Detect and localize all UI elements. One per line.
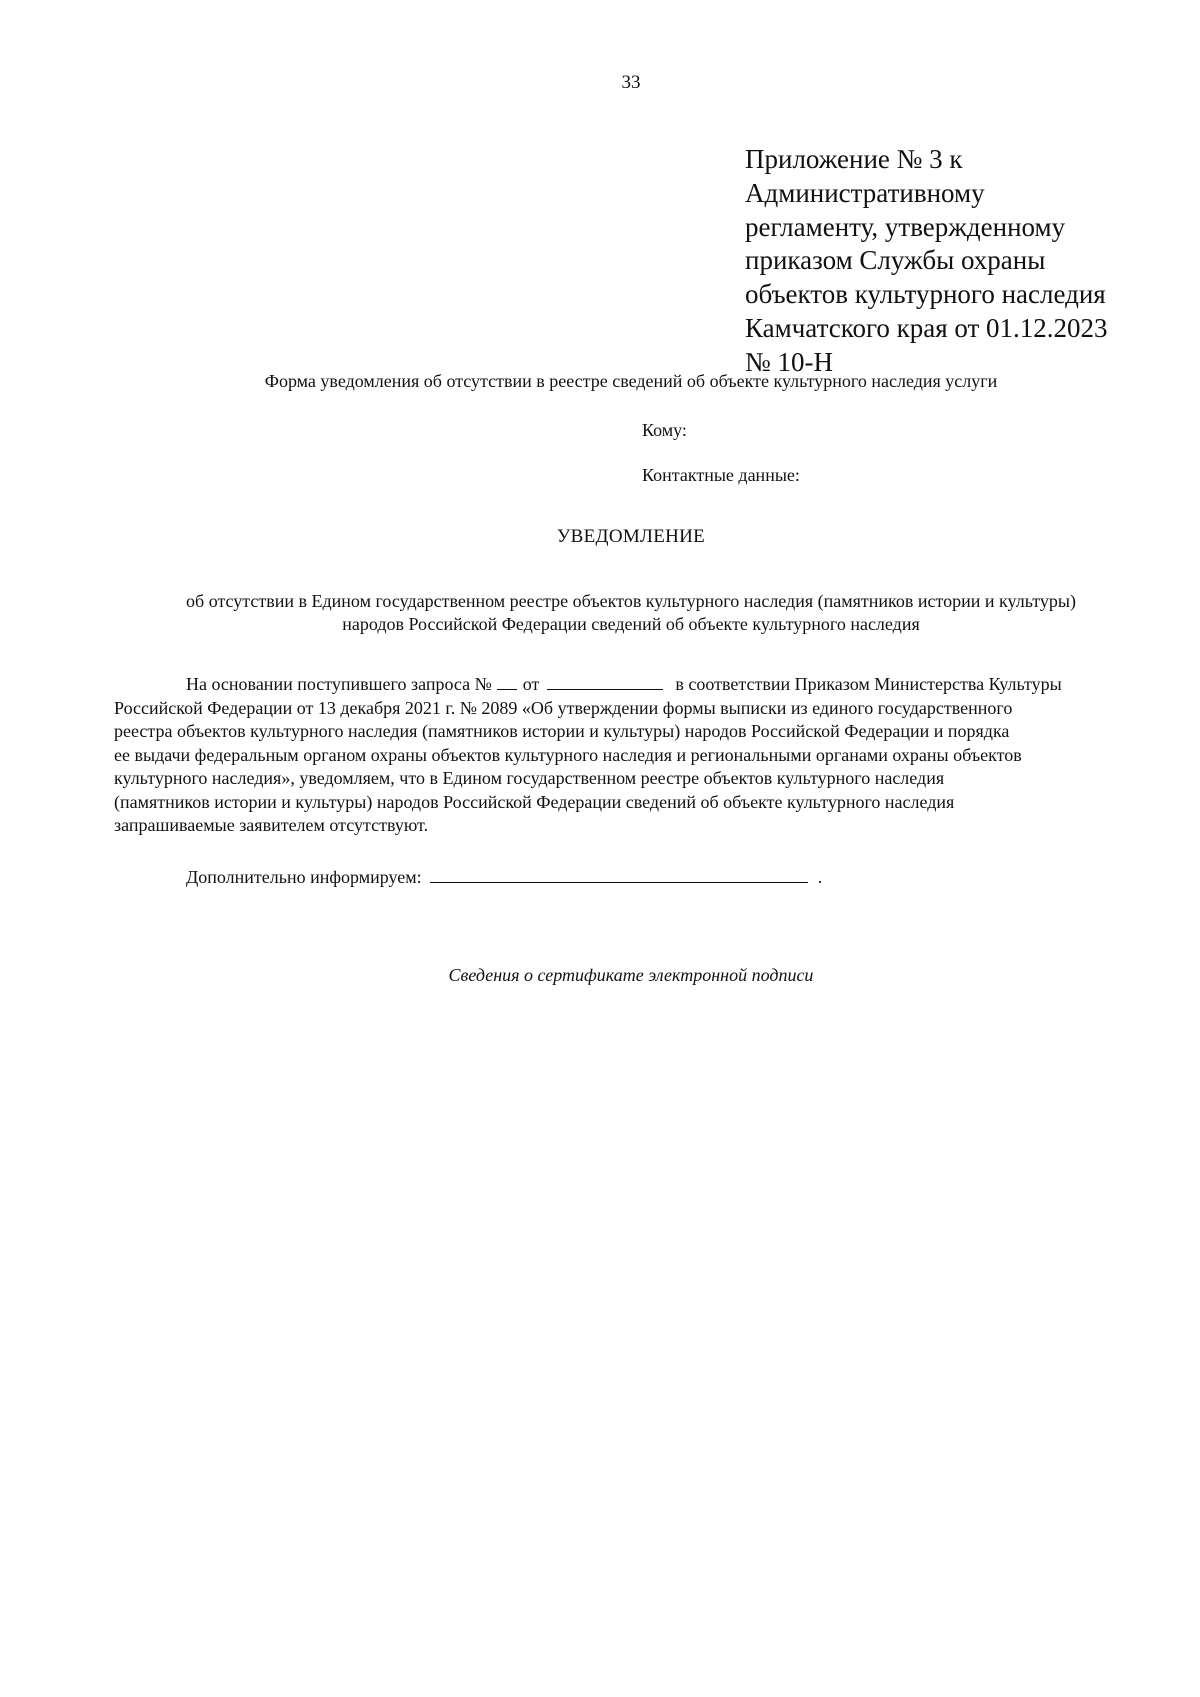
- body-text-part: На основании поступившего запроса №: [186, 674, 492, 694]
- body-text-part: от: [522, 674, 540, 694]
- appendix-line: приказом Службы охраны: [745, 245, 1046, 276]
- document-heading: УВЕДОМЛЕНИЕ: [556, 526, 706, 547]
- form-title: Форма уведомления об отсутствии в реестре сведений об объекте культурного наследия услуги: [264, 371, 998, 391]
- appendix-line: Камчатского края от 01.12.2023: [745, 312, 1108, 343]
- contacts-label: Контактные данные:: [642, 465, 800, 485]
- additional-info-label: Дополнительно информируем:: [186, 867, 422, 887]
- body-line: (памятников истории и культуры) народов Российской Федерации сведений об объекте культурного наследия: [114, 791, 955, 812]
- appendix-line: Приложение № 3 к: [745, 144, 963, 174]
- body-line: Российской Федерации от 13 декабря 2021 г. № 2089 «Об утверждении формы выписки из единого государственного: [114, 697, 1013, 718]
- additional-info: [186, 866, 822, 888]
- recipient-label: Кому:: [642, 420, 687, 440]
- body-line: ее выдачи федеральным органом охраны объектов культурного наследия и региональными органами охраны объектов: [114, 744, 1022, 765]
- document-subheading: [110, 590, 1152, 636]
- body-first-line: [114, 673, 1144, 697]
- request-date-blank: [547, 673, 663, 690]
- body-line: запрашиваемые заявителем отсутствуют.: [114, 815, 429, 835]
- request-number-blank: [497, 673, 517, 690]
- additional-info-blank: [430, 866, 808, 883]
- appendix-reference: [745, 143, 1165, 379]
- page-number: 33: [621, 72, 641, 93]
- signature-certificate-note: Сведения о сертификате электронной подписи: [448, 965, 814, 985]
- notification-body: [114, 673, 1144, 838]
- appendix-line: Административному: [745, 177, 985, 208]
- appendix-line: регламенту, утвержденному: [745, 211, 1066, 242]
- body-line: культурного наследия», уведомляем, что в Едином государственном реестре объектов культурного наследия: [114, 768, 945, 788]
- body-line: реестра объектов культурного наследия (памятников истории и культуры) народов Российской Федерации и порядка: [114, 721, 1010, 741]
- subheading-line: народов Российской Федерации сведений об объекте культурного наследия: [342, 614, 920, 634]
- subheading-line: об отсутствии в Едином государственном реестре объектов культурного наследия (памятников истории и культуры): [186, 591, 1076, 611]
- appendix-line: объектов культурного наследия: [745, 279, 1106, 309]
- body-text-part: в соответствии Приказом Министерства Культуры: [675, 674, 1062, 694]
- appendix-line: № 10-Н: [745, 346, 834, 377]
- additional-info-end: .: [817, 867, 823, 887]
